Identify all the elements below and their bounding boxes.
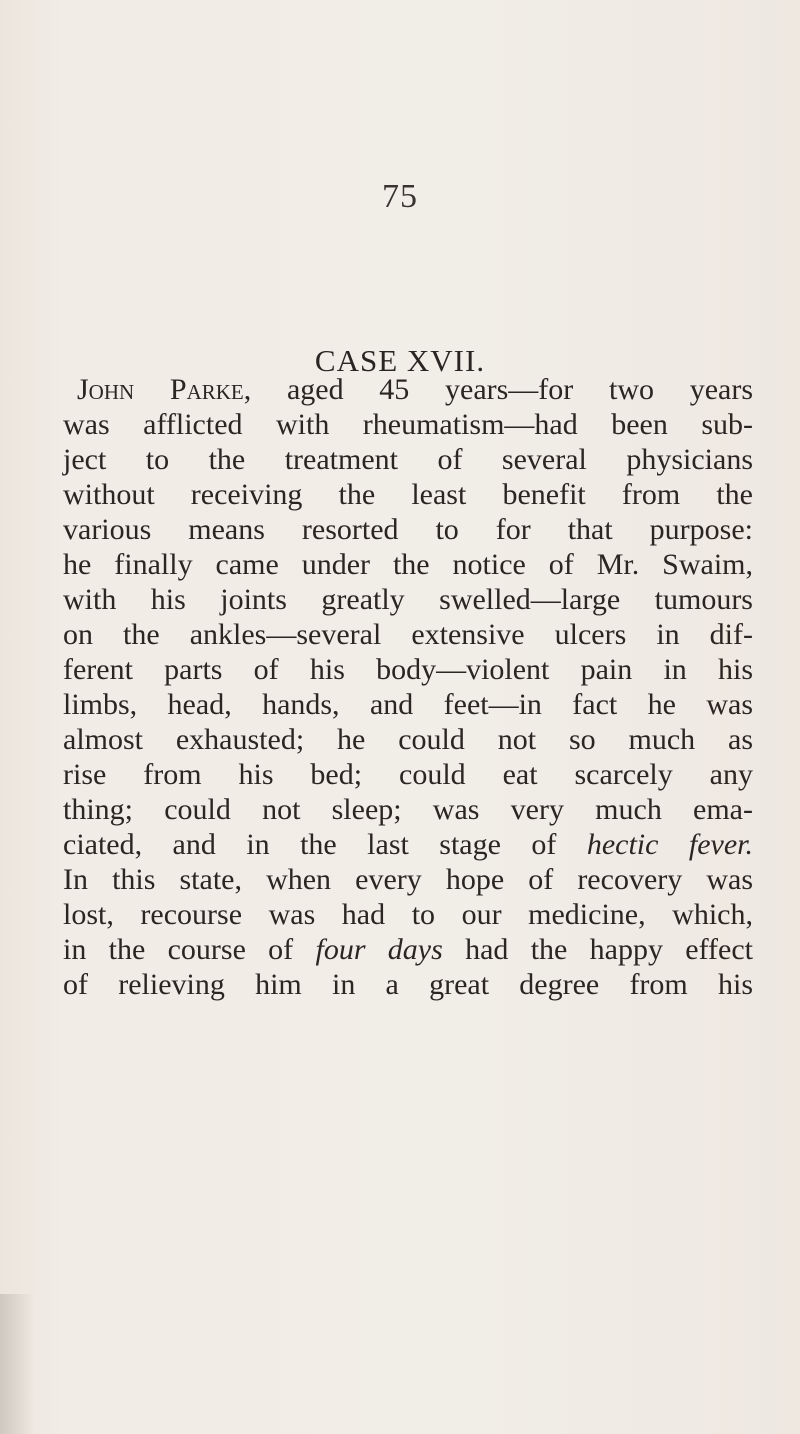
- text-segment: aged 45 years—for two years: [251, 373, 753, 406]
- page-number: 75: [382, 178, 418, 215]
- text-line: [63, 372, 753, 407]
- text-line: he finally came under the notice of Mr. Swaim,: [63, 548, 753, 581]
- text-segment: in the course of: [63, 933, 316, 966]
- text-line: limbs, head, hands, and feet—in fact he was: [63, 688, 753, 721]
- text-segment: ciated, and in the last stage of: [63, 828, 587, 861]
- text-line: on the ankles—several extensive ulcers in dif-: [63, 618, 753, 651]
- text-line: with his joints greatly swelled—large tumours: [63, 583, 753, 616]
- text-line: [63, 827, 753, 862]
- text-line: without receiving the least benefit from the: [63, 478, 753, 511]
- case-paragraph: [63, 372, 753, 1002]
- text-line: rise from his bed; could eat scarcely any: [63, 758, 753, 791]
- text-line: ferent parts of his body—violent pain in his: [63, 653, 753, 686]
- text-line: In this state, when every hope of recovery was: [63, 863, 753, 896]
- case-heading: CASE XVII.: [314, 343, 486, 378]
- text-line: [63, 932, 753, 967]
- text-line: ject to the treatment of several physicians: [63, 443, 753, 476]
- italic-phrase: four days: [315, 933, 443, 966]
- patient-name: John Parke,: [77, 373, 252, 406]
- italic-phrase: hectic fever.: [586, 828, 754, 861]
- text-line: of relieving him in a great degree from his: [63, 968, 753, 1001]
- text-line: lost, recourse was had to our medicine, which,: [63, 898, 753, 931]
- text-line: thing; could not sleep; was very much ema-: [63, 793, 753, 826]
- text-line: was afflicted with rheumatism—had been sub-: [63, 408, 753, 441]
- text-line: various means resorted to for that purpose:: [63, 513, 753, 546]
- text-segment: had the happy effect: [442, 933, 753, 966]
- text-line: almost exhausted; he could not so much as: [63, 723, 753, 756]
- page-edge-shadow: [0, 1294, 34, 1434]
